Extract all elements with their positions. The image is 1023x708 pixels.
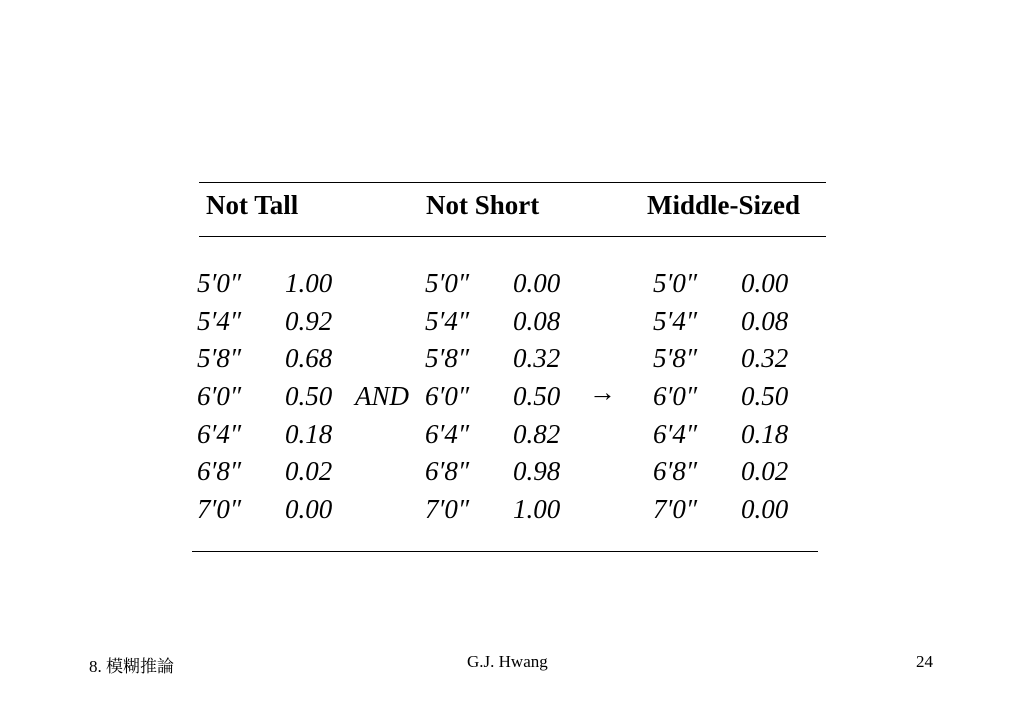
membership-value: 0.02 [285,456,333,487]
height-cell: 5′4″ [425,305,470,336]
membership-value: 0.50 [741,381,789,412]
header-middle-sized: Middle-Sized [647,190,800,220]
height-cell: 5′0″ [653,268,698,298]
membership-value: 0.00 [513,268,561,298]
height-cell: 5′8″ [197,343,242,374]
height-cell: 6′8″ [425,456,470,487]
height-cell: 5′8″ [425,343,470,374]
height-cell: 6′4″ [197,418,242,449]
membership-value: 0.98 [513,456,561,487]
header-bottom-rule [199,236,826,237]
header-not-short: Not Short [426,190,540,220]
arrow-icon: → [589,377,616,407]
and-operator: AND [355,381,409,411]
membership-value: 0.50 [285,381,333,412]
membership-value: 0.68 [285,343,333,374]
membership-value: 1.00 [285,268,333,298]
height-cell: 5′4″ [197,305,242,336]
membership-value: 0.00 [741,494,789,525]
height-cell: 5′0″ [197,268,242,298]
height-cell: 7′0″ [425,494,470,525]
height-cell: 6′8″ [653,456,698,487]
membership-value: 0.18 [285,418,333,449]
table-bottom-rule [192,551,818,552]
height-cell: 7′0″ [197,494,242,525]
height-cell: 6′4″ [425,418,470,449]
table-top-rule [199,182,826,183]
height-cell: 6′4″ [653,418,698,449]
height-cell: 7′0″ [653,494,698,525]
height-cell: 5′4″ [653,305,698,336]
height-cell: 6′0″ [653,381,698,412]
height-cell: 5′0″ [425,268,470,298]
membership-value: 0.08 [741,305,789,336]
height-cell: 6′0″ [197,381,242,412]
height-cell: 6′8″ [197,456,242,487]
header-not-tall: Not Tall [206,190,299,220]
membership-value: 0.00 [741,268,789,298]
membership-value: 0.02 [741,456,789,487]
membership-value: 0.32 [513,343,561,374]
membership-value: 0.00 [285,494,333,525]
membership-value: 0.92 [285,305,333,336]
height-cell: 5′8″ [653,343,698,374]
membership-value: 0.18 [741,418,789,449]
footer-chapter: 8. 模糊推論 [89,657,174,676]
height-cell: 6′0″ [425,381,470,412]
page-number: 24 [916,652,933,671]
footer-author: G.J. Hwang [467,652,548,671]
membership-value: 0.82 [513,418,561,449]
membership-value: 0.32 [741,343,789,374]
membership-value: 0.50 [513,381,561,412]
membership-value: 0.08 [513,305,561,336]
membership-value: 1.00 [513,494,561,525]
